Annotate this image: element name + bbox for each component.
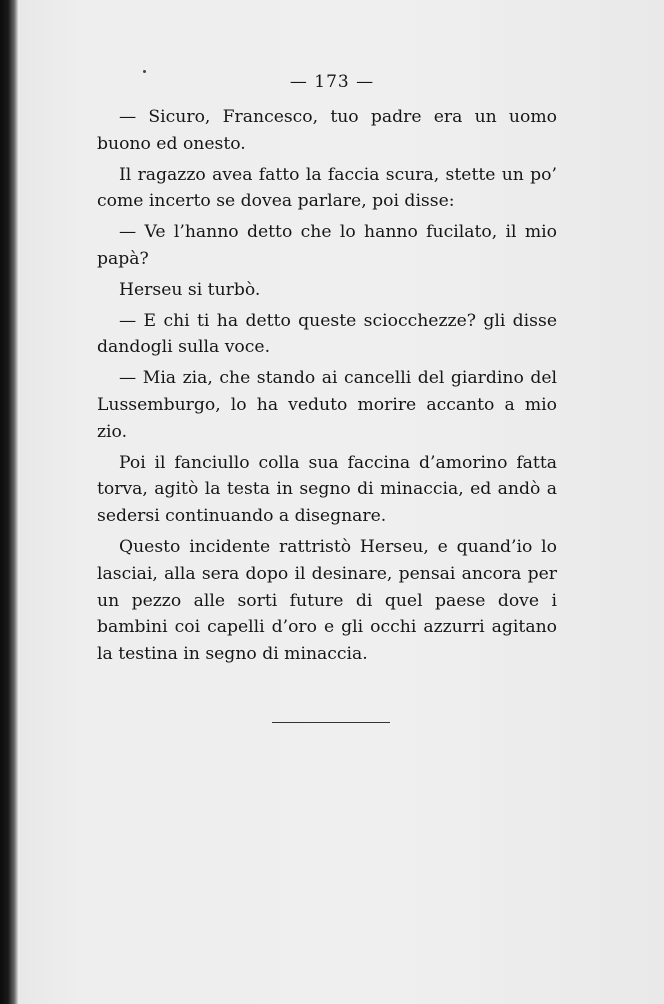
page-number: — 173 — (289, 72, 375, 92)
paragraph-7: Poi il fanciullo colla sua faccina d’amorino fatta torva, agitò la testa in segno di minaccia, ed andò a sedersi continuando a disegnare. (97, 452, 557, 527)
book-binding-shadow (0, 0, 18, 1004)
section-end-rule (272, 722, 390, 723)
body-text (97, 104, 557, 672)
paragraph-8: Questo incidente rattristò Herseu, e quand’io lo lasciai, alla sera dopo il desinare, pensai ancora per un pezzo alle sorti future di quel paese dove i bambini coi capelli d’oro e gli occhi azzurri agitano la testina in segno di minaccia. (97, 536, 557, 665)
paragraph-4: Herseu si turbò. (119, 279, 261, 300)
paragraph-6: — Mia zia, che stando ai cancelli del giardino del Lussemburgo, lo ha veduto morire accanto a mio zio. (97, 368, 557, 442)
paragraph-1: — Sicuro, Francesco, tuo padre era un uomo buono ed onesto. (97, 107, 557, 154)
paragraph-3: — Ve l’hanno detto che lo hanno fucilato, il mio papà? (97, 222, 557, 269)
paragraph-2: Il ragazzo avea fatto la faccia scura, stette un po’ come incerto se dovea parlare, poi disse: (97, 164, 557, 212)
paragraph-5: — E chi ti ha detto queste sciocchezze? gli disse dandogli sulla voce. (97, 310, 557, 358)
